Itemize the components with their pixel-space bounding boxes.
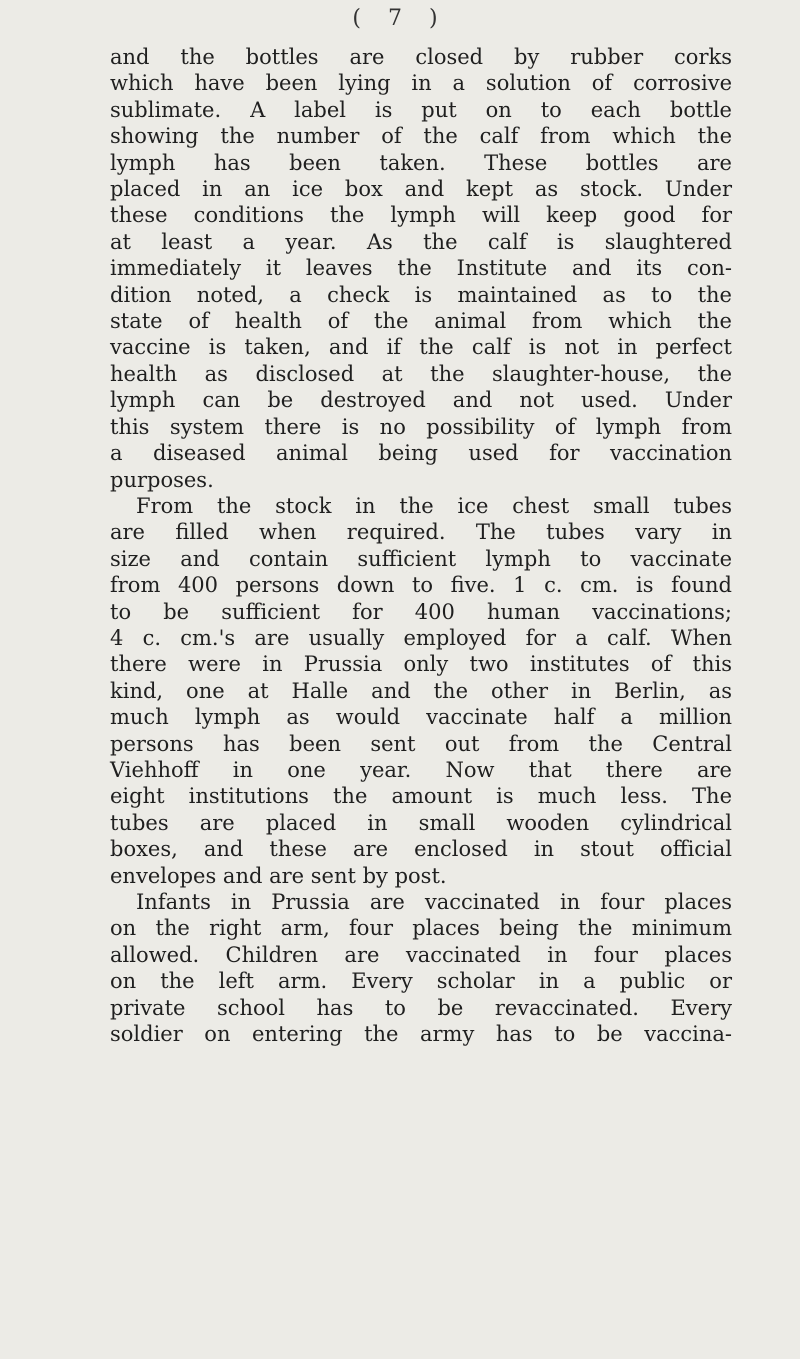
text-line: private school has to be revaccinated. Every — [110, 995, 732, 1020]
text-line: showing the number of the calf from which the — [110, 124, 732, 149]
text-line: soldier on entering the army has to be vaccina- — [110, 1022, 732, 1047]
text-line: there were in Prussia only two institutes of this — [110, 652, 732, 677]
text-line: lymph can be destroyed and not used. Under — [110, 388, 732, 413]
text-line: placed in an ice box and kept as stock. Under — [110, 177, 732, 202]
text-line: to be sufficient for 400 human vaccinations; — [110, 599, 732, 624]
paragraph-3 — [110, 889, 732, 1047]
body-text — [110, 44, 732, 1047]
text-line: a diseased animal being used for vaccination — [110, 441, 732, 466]
text-line: are filled when required. The tubes vary in — [110, 520, 732, 545]
text-line: boxes, and these are enclosed in stout official — [110, 837, 732, 862]
text-line: state of health of the animal from which the — [110, 309, 732, 334]
text-line: Viehhoff in one year. Now that there are — [110, 757, 732, 782]
text-line: vaccine is taken, and if the calf is not in perfect — [110, 335, 732, 360]
text-line: 4 c. cm.'s are usually employed for a calf. When — [110, 625, 732, 650]
text-line: from 400 persons down to five. 1 c. cm. is found — [110, 573, 732, 598]
text-line: on the left arm. Every scholar in a public or — [110, 969, 732, 994]
text-line: this system there is no possibility of lymph from — [110, 414, 732, 439]
text-line: and the bottles are closed by rubber corks — [110, 45, 732, 69]
text-line: tubes are placed in small wooden cylindrical — [110, 810, 732, 835]
text-line: From the stock in the ice chest small tubes — [136, 493, 732, 518]
text-line: at least a year. As the calf is slaughtered — [110, 229, 732, 254]
text-line: these conditions the lymph will keep good for — [110, 203, 732, 228]
text-line: purposes. — [110, 467, 214, 492]
text-line: immediately it leaves the Institute and its con- — [110, 256, 732, 281]
text-line: size and contain sufficient lymph to vaccinate — [110, 546, 732, 571]
text-line: lymph has been taken. These bottles are — [110, 150, 732, 175]
text-line: envelopes and are sent by post. — [110, 863, 447, 888]
text-line: Infants in Prussia are vaccinated in four places — [136, 890, 732, 914]
text-line: dition noted, a check is maintained as to the — [110, 282, 732, 307]
paragraph-1 — [110, 44, 732, 493]
page-number: ( 7 ) — [352, 6, 448, 31]
text-line: kind, one at Halle and the other in Berlin, as — [110, 678, 732, 703]
text-line: persons has been sent out from the Central — [110, 731, 732, 756]
text-line: health as disclosed at the slaughter-house, the — [110, 361, 732, 386]
text-line: allowed. Children are vaccinated in four places — [110, 942, 732, 967]
text-line: sublimate. A label is put on to each bottle — [110, 97, 732, 122]
text-line: eight institutions the amount is much less. The — [110, 784, 732, 809]
paragraph-2 — [110, 493, 732, 889]
text-line: which have been lying in a solution of corrosive — [110, 71, 732, 96]
text-line: on the right arm, four places being the minimum — [110, 916, 732, 941]
text-line: much lymph as would vaccinate half a million — [110, 705, 732, 730]
